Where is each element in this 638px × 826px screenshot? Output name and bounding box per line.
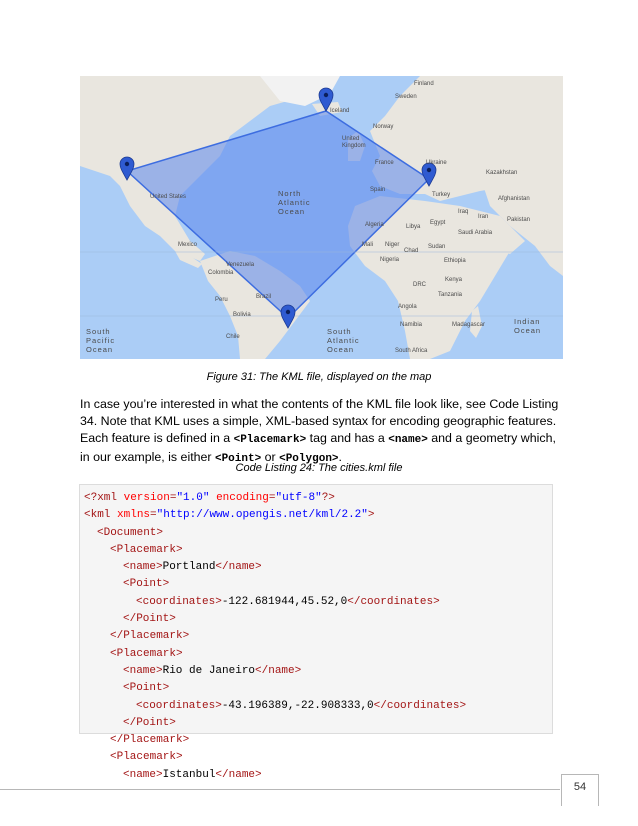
ocean-label-south-pacific: South Pacific Ocean [86, 327, 116, 354]
kml-map-figure [80, 76, 563, 359]
code-line: <Placemark> [110, 647, 183, 660]
body-paragraph [80, 396, 560, 468]
map-label: Mali [362, 242, 374, 248]
map-label: Namibia [400, 322, 423, 328]
map-label: Pakistan [507, 217, 531, 223]
map-label: France [375, 160, 394, 166]
code-line: <Placemark> [110, 751, 183, 764]
page-number: 54 [573, 781, 587, 793]
map-label: Saudi Arabia [458, 230, 493, 236]
map-label: Algeria [365, 222, 384, 228]
map-label: Iraq [458, 209, 469, 215]
map-label: Iceland [330, 108, 350, 114]
map-label: Tanzania [438, 292, 463, 298]
ocean-label-indian: Indian Ocean [514, 317, 542, 335]
inline-code: <name> [388, 434, 428, 446]
code-line: <?xml version="1.0" encoding="utf-8"?> [84, 492, 335, 504]
map-label: Ethiopia [444, 258, 466, 264]
map-label: Chad [404, 248, 419, 254]
para-text: . [338, 450, 342, 464]
map-label: South Africa [395, 348, 428, 354]
map-label: Peru [215, 297, 228, 303]
map-label: Colombia [208, 270, 234, 276]
map-label: United Kingdom [342, 136, 366, 150]
code-line: <Point> [123, 682, 170, 695]
map-label: United States [150, 194, 187, 200]
ocean-label-north-atlantic: North Atlantic Ocean [278, 189, 311, 216]
code-line: <Document> [97, 526, 164, 539]
map-label: Sudan [428, 244, 446, 250]
code-line: <name>Rio de Janeiro</name> [123, 664, 302, 677]
inline-code: <Point> [214, 453, 262, 465]
map-label: Chile [226, 334, 240, 340]
inline-code: <Placemark> [233, 434, 307, 446]
inline-code: <Polygon> [279, 453, 339, 465]
code-line: <coordinates>-122.681944,45.52,0</coordinates> [136, 595, 440, 608]
code-listing [79, 484, 553, 781]
map-label: Venezuela [226, 262, 255, 268]
code-line: </Point> [123, 613, 176, 626]
code-line: <Point> [123, 578, 170, 591]
code-line: </Placemark> [110, 630, 190, 643]
code-line: <kml xmlns="http://www.opengis.net/kml/2.2"> [84, 509, 375, 522]
footer-rule [0, 789, 560, 790]
map-label: Iran [478, 214, 489, 220]
map-label: Norway [373, 124, 394, 130]
code-line: <name>Portland</name> [123, 561, 262, 574]
code-line: <coordinates>-43.196389,-22.908333,0</coordinates> [136, 699, 467, 712]
code-line: <Placemark> [110, 543, 183, 556]
map-canvas [80, 76, 563, 359]
map-label: Egypt [430, 220, 446, 226]
map-label: Ukraine [426, 160, 447, 166]
map-label: Sweden [395, 94, 417, 100]
map-label: DRC [413, 282, 426, 288]
map-label: Madagascar [452, 322, 486, 328]
code-line: </Placemark> [110, 734, 190, 747]
map-label: Nigeria [380, 257, 400, 263]
map-label: Bolivia [233, 312, 251, 318]
map-label: Turkey [432, 192, 451, 198]
map-label: Finland [414, 81, 434, 87]
map-label: Kazakhstan [486, 170, 518, 176]
para-text: In case you’re interested in what the contents of the KML file look like, see Code Listing 34. Note that KML uses a simple, XML-based syntax for encoding geographic features. Each feature is defined in a [80, 397, 559, 445]
map-label: Angola [398, 304, 417, 310]
code-listing-caption: Code Listing 24: The cities.kml file [235, 462, 403, 474]
map-label: Niger [385, 242, 400, 248]
map-label: Mexico [178, 242, 198, 248]
map-label: Brazil [256, 294, 272, 300]
para-text: tag and has a [306, 431, 389, 445]
ocean-label-south-atlantic: South Atlantic Ocean [327, 327, 360, 354]
map-label: Kenya [445, 277, 463, 283]
para-text: and a geometry which, in our example, is either [80, 431, 556, 464]
para-text: or [261, 450, 280, 464]
code-line: </Point> [123, 716, 176, 729]
map-label: Afghanistan [498, 196, 530, 202]
code-line: <name>Istanbul</name> [123, 768, 262, 781]
map-label: Spain [370, 187, 386, 193]
figure-caption: Figure 31: The KML file, displayed on the map [206, 371, 432, 383]
map-label: Libya [406, 224, 421, 230]
